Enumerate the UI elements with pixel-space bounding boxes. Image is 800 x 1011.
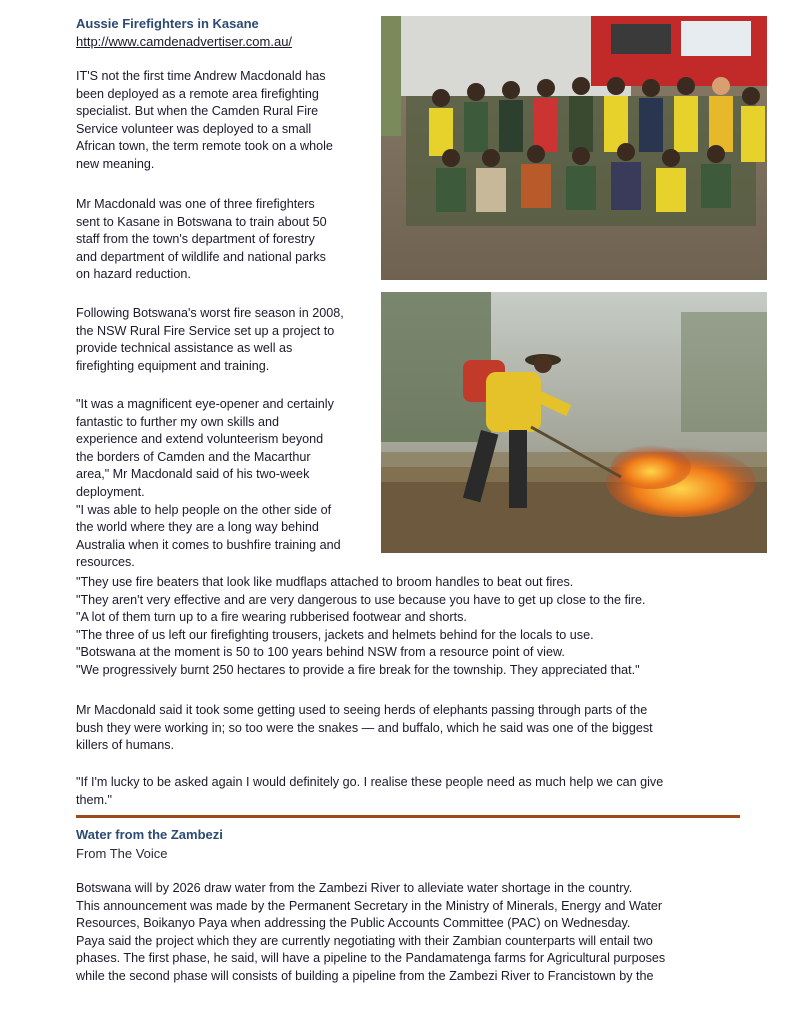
section-divider [76,815,740,818]
fire-photo [381,292,767,553]
fire-photo-image [381,292,767,553]
paragraph-5: "They use fire beaters that look like mudflaps attached to broom handles to beat out fires. "They aren't very effective and are very dangerous to use because you have to get up close to the fire. "A lot of them turn up to a fire wearing rubberised footwear and shorts. "The three of us left our firefighting trousers, jackets and helmets behind for the locals to use. "Botswana at the moment is 50 to 100 years behind NSW from a resource point of view. "We progressively burnt 250 hectares to provide a fire break for the township. They appreciated that." [76,575,646,677]
article-2-title: Water from the Zambezi [76,827,223,842]
paragraph-3: Following Botswana's worst fire season in 2008, the NSW Rural Fire Service set up a project to provide technical assistance as well as firefighting equipment and training. [76,306,344,373]
source-link[interactable]: http://www.camdenadvertiser.com.au/ [76,34,293,49]
group-photo [381,16,767,280]
paragraph-6: Mr Macdonald said it took some getting used to seeing herds of elephants passing through parts of the bush they were working in; so too were the snakes — and buffalo, which he said was one of the biggest killers of humans. [76,703,653,753]
article-2-source: From The Voice [76,846,168,861]
paragraph-1: IT'S not the first time Andrew Macdonald has been deployed as a remote area firefighting specialist. But when the Camden Rural Fire Service volunteer was deployed to a small African town, the term remote took on a whole new meaning. [76,69,333,171]
group-photo-image [381,16,767,280]
paragraph-2: Mr Macdonald was one of three firefighters sent to Kasane in Botswana to train about 50 staff from the town's department of forestry and department of wildlife and national parks on hazard reduction. [76,197,327,282]
paragraph-7: "If I'm lucky to be asked again I would definitely go. I realise these people need as much help we can give them." [76,775,664,807]
article-title: Aussie Firefighters in Kasane [76,16,259,31]
article-2-paragraph: Botswana will by 2026 draw water from the Zambezi River to alleviate water shortage in the country. This announcement was made by the Permanent Secretary in the Ministry of Minerals, Energy and Water Resources, Boikanyo Paya when addressing the Public Accounts Committee (PAC) on Wednesday. Paya said the project which they are currently negotiating with their Zambian counterparts will entail two phases. The first phase, he said, will have a pipeline to the Pandamatenga farms for Agricultural purposes while the second phase will consists of building a pipeline from the Zambezi River to Francistown by the [76,881,666,983]
paragraph-4: "It was a magnificent eye-opener and certainly fantastic to further my own skills and experience and extend volunteerism beyond the borders of Camden and the Macarthur area," Mr Macdonald said of his two-week deployment. "I was able to help people on the other side of the world where they are a long way behind Australia when it comes to bushfire training and resources. [76,397,341,570]
